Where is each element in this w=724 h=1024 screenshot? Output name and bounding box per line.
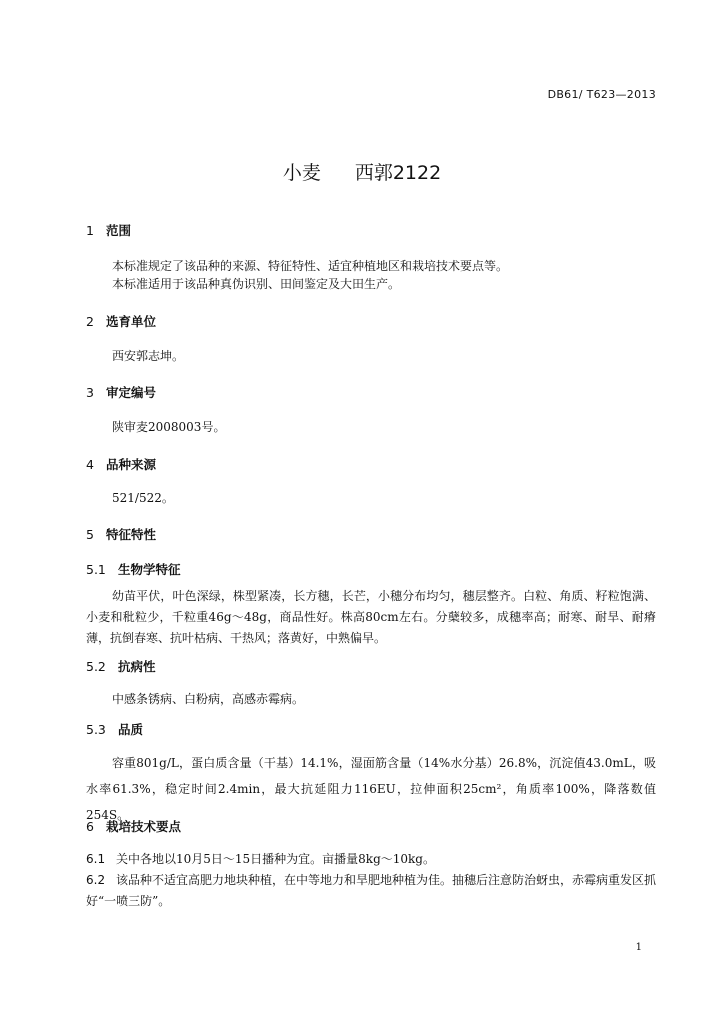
- section-1-paragraph-2: 本标准适用于该品种真伪识别、田间鉴定及大田生产。: [112, 277, 401, 291]
- page-number: 1: [635, 942, 642, 953]
- section-2-paragraph: 西安郭志坤。: [112, 349, 185, 363]
- section-6-heading: 6 栽培技术要点: [86, 819, 182, 834]
- title-crop: 小麦: [282, 162, 321, 184]
- title-variety: 西郭2122: [354, 162, 442, 184]
- section-5-2-paragraph: 中感条锈病、白粉病，高感赤霉病。: [112, 692, 305, 706]
- section-6-1-paragraph: 6.1 关中各地以10月5日～15日播种为宜。亩播量8kg～10kg。: [86, 852, 435, 866]
- section-1-paragraph-1: 本标准规定了该品种的来源、特征特性、适宜种植地区和栽培技术要点等。: [112, 259, 509, 273]
- section-5-heading: 5 特征特性: [86, 527, 157, 542]
- section-5-1-paragraph: 幼苗平伏，叶色深绿，株型紧凑，长方穗，长芒，小穗分布均匀，穗层整齐。白粒、角质、籽粒饱满、小麦和秕粒少，千粒重46g～48g，商品性好。株高80cm左右。分蘖较多，成穗率高；耐寒、耐旱、耐瘠薄，抗倒春寒、抗叶枯病、干热风；落黄好，中熟偏早。: [86, 589, 656, 645]
- section-6-2-paragraph: 6.2 该品种不适宜高肥力地块种植，在中等地力和旱肥地种植为佳。抽穗后注意防治蚜虫，赤霉病重发区抓好“一喷三防”。: [86, 873, 657, 908]
- section-5-1-heading: 5.1 生物学特征: [86, 562, 181, 577]
- section-3-heading: 3 审定编号: [86, 385, 157, 400]
- section-5-3-heading: 5.3 品质: [86, 722, 144, 737]
- section-3-paragraph: 陕审麦2008003号。: [112, 420, 226, 434]
- section-4-paragraph: 521/522。: [112, 491, 174, 505]
- section-5-2-heading: 5.2 抗病性: [86, 659, 156, 674]
- section-2-heading: 2 选育单位: [86, 314, 157, 329]
- section-5-3-paragraph: 容重801g/L，蛋白质含量（干基）14.1%，湿面筋含量（14%水分基）26.8%，沉淀值43.0mL，吸水率61.3%，稳定时间2.4min，最大抗延阻力116EU，拉伸面积25cm²，角质率100%，降落数值254S。: [86, 756, 656, 822]
- page-title: [0, 158, 724, 185]
- section-1-heading: 1 范围: [86, 223, 132, 238]
- section-4-heading: 4 品种来源: [86, 457, 157, 472]
- standard-code: DB61/ T623—2013: [547, 88, 656, 101]
